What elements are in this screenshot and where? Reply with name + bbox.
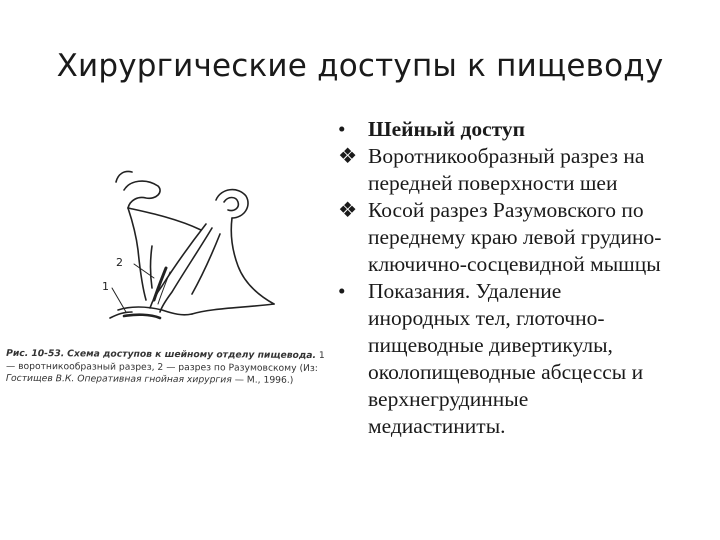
caption-source-open: (Из: xyxy=(299,362,318,374)
bullet-line: пищеводные дивертикулы, xyxy=(368,333,613,357)
bullet-line: Показания. Удаление xyxy=(368,279,562,303)
caption-body: 1 — воротникообразный разрез, 2 — разрез по Разумовскому xyxy=(5,350,325,374)
incision-label-1: 1 xyxy=(102,280,109,293)
figure-caption xyxy=(6,348,336,388)
caption-fig-title: Схема доступов к шейному отделу пищевода. xyxy=(67,348,317,362)
bullet-line: Косой разрез Разумовского по xyxy=(368,198,644,222)
bullet-line: Воротникообразный разрез на xyxy=(368,144,645,168)
bullet-item-razumovsky-incision xyxy=(338,197,718,278)
bullet-line: переднему краю левой грудино- xyxy=(368,225,662,249)
bullet-list xyxy=(338,116,718,440)
bullet-item-cervical-access xyxy=(338,116,718,143)
caption-fig-number: Рис. 10-53. xyxy=(6,347,65,360)
bullet-item-indications xyxy=(338,278,718,440)
caption-source-ref: Гостищев В.К. Оперативная гнойная хирургия xyxy=(5,372,232,386)
neck-diagram-icon xyxy=(6,160,336,350)
bullet-line: инородных тел, глоточно- xyxy=(368,306,605,330)
caption-source-close: — М., 1996.) xyxy=(234,374,294,386)
diamond-bullet-icon: ❖ xyxy=(338,144,358,168)
bullet-line: Шейный доступ xyxy=(368,117,526,141)
bullet-line: передней поверхности шеи xyxy=(368,171,618,195)
incision-label-2: 2 xyxy=(116,256,123,269)
slide-title: Хирургические доступы к пищеводу xyxy=(56,48,664,84)
bullet-icon: • xyxy=(338,279,346,303)
bullet-item-collar-incision xyxy=(338,143,718,197)
bullet-line: околопищеводные абсцессы и xyxy=(368,360,644,384)
bullet-line: ключично-сосцевидной мышцы xyxy=(368,252,661,276)
bullet-icon: • xyxy=(338,117,346,141)
bullet-line: медиастиниты. xyxy=(368,414,506,438)
bullet-line: верхнегрудинные xyxy=(368,387,529,411)
diamond-bullet-icon: ❖ xyxy=(338,198,358,222)
